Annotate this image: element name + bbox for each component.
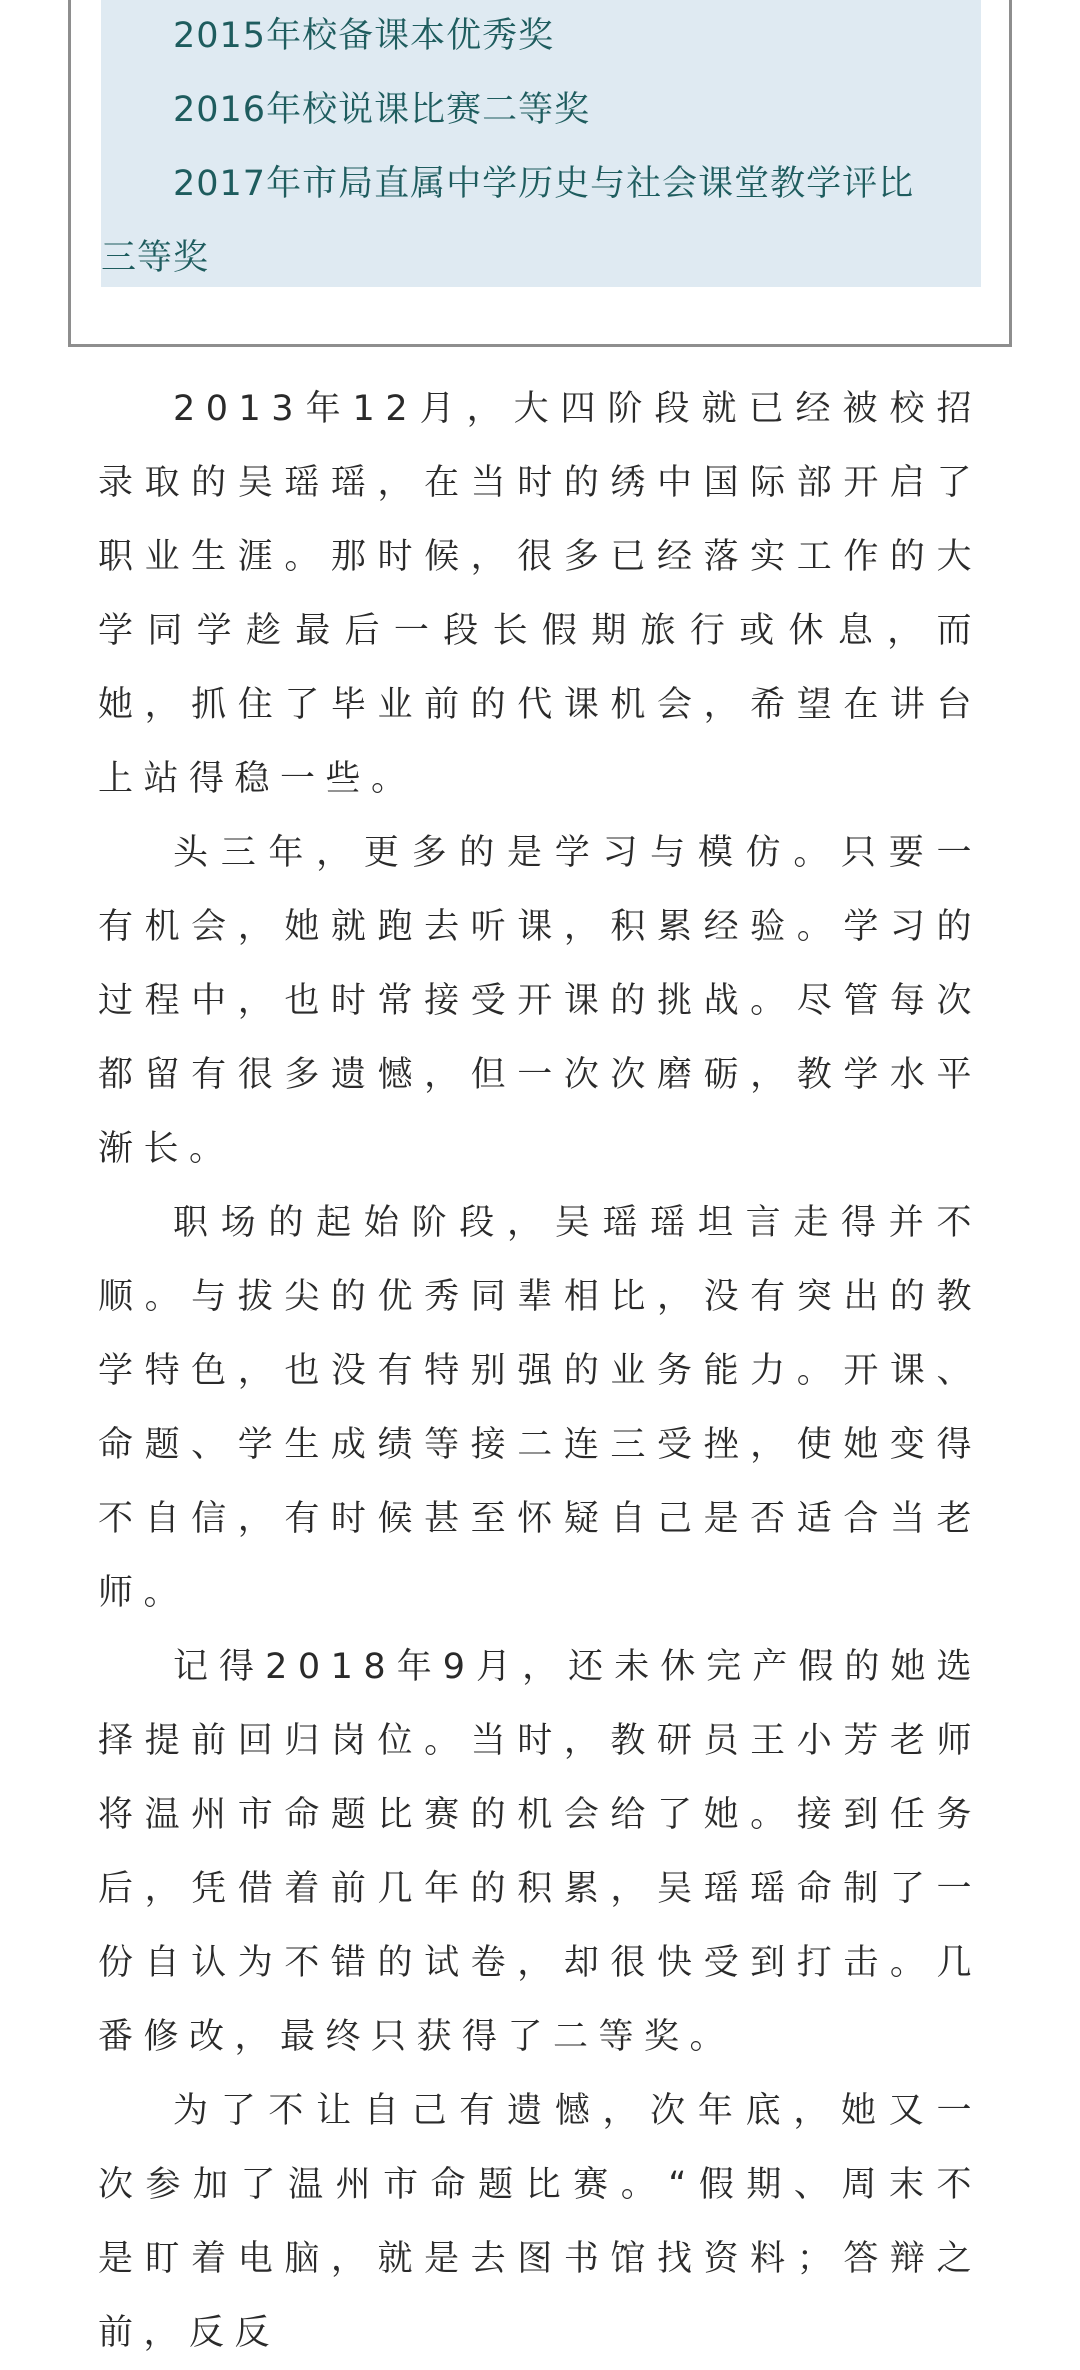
- paragraph: 记得2018年9月，还未休完产假的她选择提前回归岗位。当时，教研员王小芳老师将温州市命题比赛的机会给了她。接到任务后，凭借着前几年的积累，吴瑶瑶命制了一份自认为不错的试卷，却很快受到打击。几番修改，最终只获得了二等奖。: [98, 1647, 982, 2057]
- award-item: 2015年校备课本优秀奖: [173, 16, 555, 56]
- paragraph: 为了不让自己有遗憾，次年底，她又一次参加了温州市命题比赛。“假期、周末不是盯着电脑，就是去图书馆找资料；答辩之前，反反: [98, 2091, 982, 2353]
- article-body: [98, 372, 982, 2370]
- paragraph: 职场的起始阶段，吴瑶瑶坦言走得并不顺。与拔尖的优秀同辈相比，没有突出的教学特色，也没有特别强的业务能力。开课、命题、学生成绩等接二连三受挫，使她变得不自信，有时候甚至怀疑自己是否适合当老师。: [98, 1203, 982, 1613]
- award-item: 2016年校说课比赛二等奖: [173, 90, 591, 130]
- award-list: [101, 0, 981, 287]
- paragraph: 2013年12月，大四阶段就已经被校招录取的吴瑶瑶，在当时的绣中国际部开启了职业生涯。那时候，很多已经落实工作的大学同学趁最后一段长假期旅行或休息，而她，抓住了毕业前的代课机会，希望在讲台上站得稳一些。: [98, 389, 982, 799]
- award-item: 2017年市局直属中学历史与社会课堂教学评比: [173, 164, 915, 204]
- award-item-continuation: 三等奖: [101, 238, 210, 278]
- award-box: [68, 0, 1012, 347]
- paragraph: 头三年，更多的是学习与模仿。只要一有机会，她就跑去听课，积累经验。学习的过程中，也时常接受开课的挑战。尽管每次都留有很多遗憾，但一次次磨砺，教学水平渐长。: [98, 833, 982, 1169]
